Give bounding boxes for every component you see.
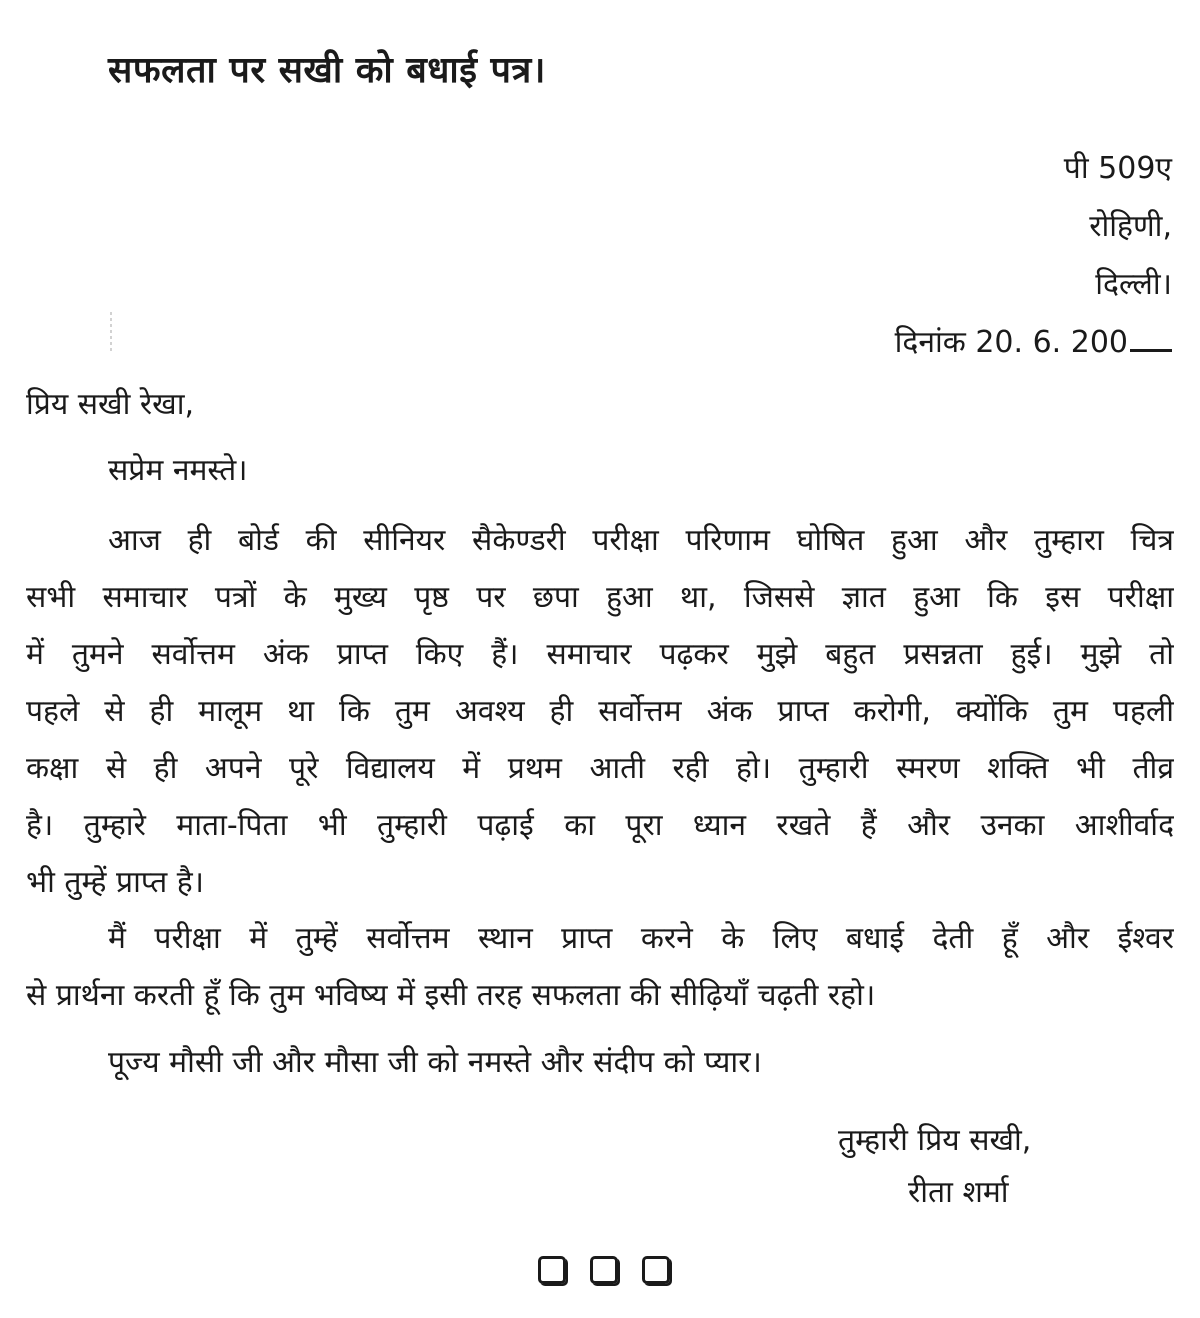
paragraph-line: पहले से ही मालूम था कि तुम अवश्य ही सर्वोत्तम अंक प्राप्त करोगी, क्योंकि तुम पहली xyxy=(26,694,1174,729)
rounded-square-icon xyxy=(590,1256,618,1284)
rounded-square-icon xyxy=(538,1256,566,1284)
salutation: प्रिय सखी रेखा, xyxy=(26,387,195,422)
signature-name: रीता शर्मा xyxy=(908,1175,1009,1210)
address-line-2: रोहिणी, xyxy=(1089,209,1172,244)
greeting: सप्रेम नमस्ते। xyxy=(108,453,248,488)
paragraph-line: सभी समाचार पत्रों के मुख्य पृष्ठ पर छपा हुआ था, जिससे ज्ञात हुआ कि इस परीक्षा xyxy=(26,580,1174,615)
letter-title: सफलता पर सखी को बधाई पत्र। xyxy=(108,50,546,91)
letter-date: दिनांक 20. 6. 200 xyxy=(894,325,1128,360)
date-blank-underline xyxy=(1130,323,1172,352)
paragraph-line: पूज्य मौसी जी और मौसा जी को नमस्ते और संदीप को प्यार। xyxy=(108,1045,762,1080)
closing-phrase: तुम्हारी प्रिय सखी, xyxy=(838,1123,1032,1158)
rounded-square-icon xyxy=(642,1256,670,1284)
paragraph-line: कक्षा से ही अपने पूरे विद्यालय में प्रथम आती रही हो। तुम्हारी स्मरण शक्ति भी तीव्र xyxy=(26,751,1174,786)
paragraph-line: में तुमने सर्वोत्तम अंक प्राप्त किए हैं। समाचार पढ़कर मुझे बहुत प्रसन्नता हुई। मुझे तो xyxy=(26,637,1174,672)
paragraph-line: से प्रार्थना करती हूँ कि तुम भविष्य में इसी तरह सफलता की सीढ़ियाँ चढ़ती रहो। xyxy=(26,978,876,1013)
address-line-3: दिल्ली। xyxy=(1095,267,1172,302)
paragraph-line: आज ही बोर्ड की सीनियर सैकेण्डरी परीक्षा परिणाम घोषित हुआ और तुम्हारा चित्र xyxy=(108,523,1174,558)
body-paragraph-3 xyxy=(26,1034,1174,1091)
body-paragraph-1 xyxy=(26,512,1174,911)
date-line xyxy=(895,314,1172,372)
address-line-1: पी 509ए xyxy=(1063,151,1172,186)
paragraph-line: भी तुम्हें प्राप्त है। xyxy=(26,865,205,900)
end-of-letter-marks xyxy=(538,1256,670,1284)
sender-address xyxy=(895,140,1172,372)
paragraph-line: है। तुम्हारे माता-पिता भी तुम्हारी पढ़ाई का पूरा ध्यान रखते हैं और उनका आशीर्वाद xyxy=(26,808,1174,843)
paragraph-line: मैं परीक्षा में तुम्हें सर्वोत्तम स्थान प्राप्त करने के लिए बधाई देती हूँ और ईश्वर xyxy=(108,921,1174,956)
scan-speck-mark xyxy=(108,312,114,352)
body-paragraph-2 xyxy=(26,910,1174,1024)
